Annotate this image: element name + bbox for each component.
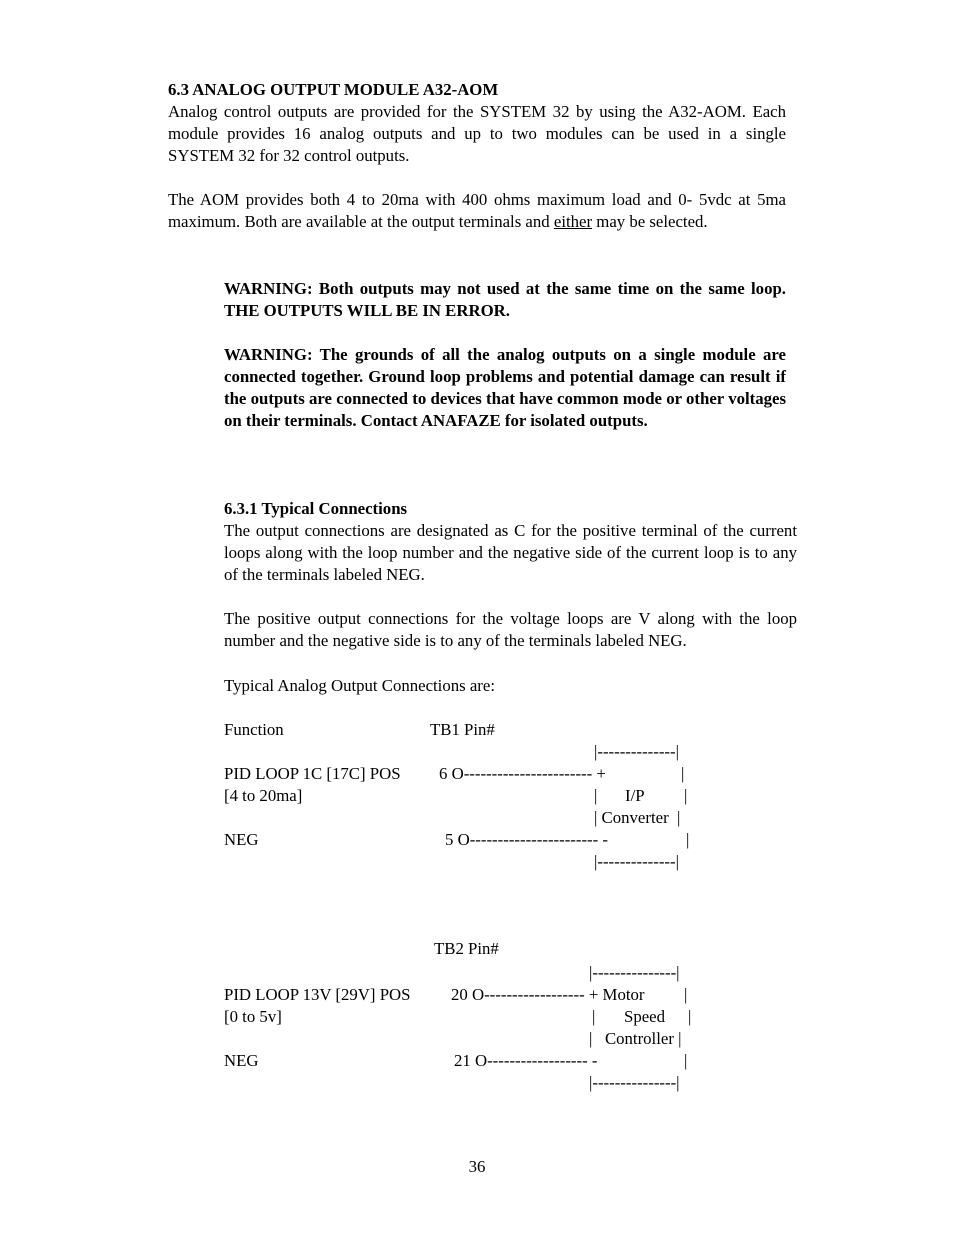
section-heading: 6.3 ANALOG OUTPUT MODULE A32-AOM [168, 80, 499, 99]
diagram2-device-name: Speed [624, 1007, 666, 1026]
diagram2-box-left-edge: | [592, 1007, 596, 1026]
warning-outputs-simultaneous: WARNING: Both outputs may not used at the same time on the same loop. THE OUTPUTS WILL BE IN ERROR. [224, 279, 786, 320]
subsection-paragraph-3: Typical Analog Output Connections are: [224, 676, 495, 695]
diagram2-box-top: |---------------| [589, 963, 680, 982]
diagram1-box-left-edge: | [594, 786, 598, 805]
diagram1-neg-box-edge: | [686, 830, 690, 849]
paragraph-2-text-a: The AOM provides both 4 to 20ma with 400 ohms maximum load and 0- 5vdc at 5ma maximum. Both are available at the output terminals and [168, 190, 786, 231]
diagram2-range-label: [0 to 5v] [224, 1007, 282, 1026]
subsection-paragraph-2: The positive output connections for the voltage loops are V along with the loop number and the negative side is to any of the terminals labeled NEG. [224, 609, 797, 650]
diagram1-neg-wire: 5 O----------------------- - [445, 830, 609, 849]
diagram1-pos-label: PID LOOP 1C [17C] POS [224, 764, 401, 783]
diagram2-neg-box-edge: | [684, 1051, 688, 1070]
diagram1-neg-label: NEG [224, 830, 259, 849]
subsection-paragraph-1: The output connections are designated as C for the positive terminal of the current loops along with the loop number and the negative side of the current loop is to any of the terminals labeled NEG. [224, 521, 797, 584]
diagram2-neg-label: NEG [224, 1051, 259, 1070]
diagram2-pos-label: PID LOOP 13V [29V] POS [224, 985, 411, 1004]
diagram1-box-bottom: |--------------| [594, 852, 679, 871]
diagram1-pos-box-edge: | [681, 764, 685, 783]
diagram2-box-right-edge: | [688, 1007, 692, 1026]
diagram1-function-label: Function [224, 720, 284, 739]
diagram1-range-label: [4 to 20ma] [224, 786, 303, 805]
paragraph-2-underlined-word: either [553, 212, 593, 231]
diagram1-pos-wire: 6 O----------------------- + [439, 764, 606, 783]
diagram2-neg-wire: 21 O------------------ - [454, 1051, 598, 1070]
page-number: 36 [468, 1157, 486, 1176]
diagram2-tb-label: TB2 Pin# [434, 939, 499, 958]
diagram2-pos-box-edge: | [684, 985, 688, 1004]
diagram1-box-right-edge: | [684, 786, 688, 805]
diagram2-device-type: | Controller | [589, 1029, 682, 1048]
diagram2-box-bottom: |---------------| [589, 1073, 680, 1092]
diagram1-device-name: I/P [625, 786, 645, 805]
section-paragraph-1: Analog control outputs are provided for the SYSTEM 32 by using the A32-AOM. Each module provides 16 analog outputs and up to two modules can be used in a single SYSTEM 32 for 32 control outputs. [168, 102, 786, 165]
paragraph-2-text-b: may be selected. [592, 212, 708, 231]
diagram2-pos-wire: 20 O------------------ + Motor [451, 985, 645, 1004]
diagram1-device-type: | Converter | [594, 808, 681, 827]
section-paragraph-2 [168, 189, 786, 233]
diagram1-tb-label: TB1 Pin# [430, 720, 495, 739]
subsection-heading: 6.3.1 Typical Connections [224, 499, 408, 518]
warning-grounds-connected: WARNING: The grounds of all the analog outputs on a single module are connected together. Ground loop problems and potential damage can result if the outputs are connected to devices that have common mode or other voltages on their terminals. Contact ANAFAZE for isolated outputs. [224, 345, 786, 430]
diagram1-box-top: |--------------| [594, 742, 679, 761]
